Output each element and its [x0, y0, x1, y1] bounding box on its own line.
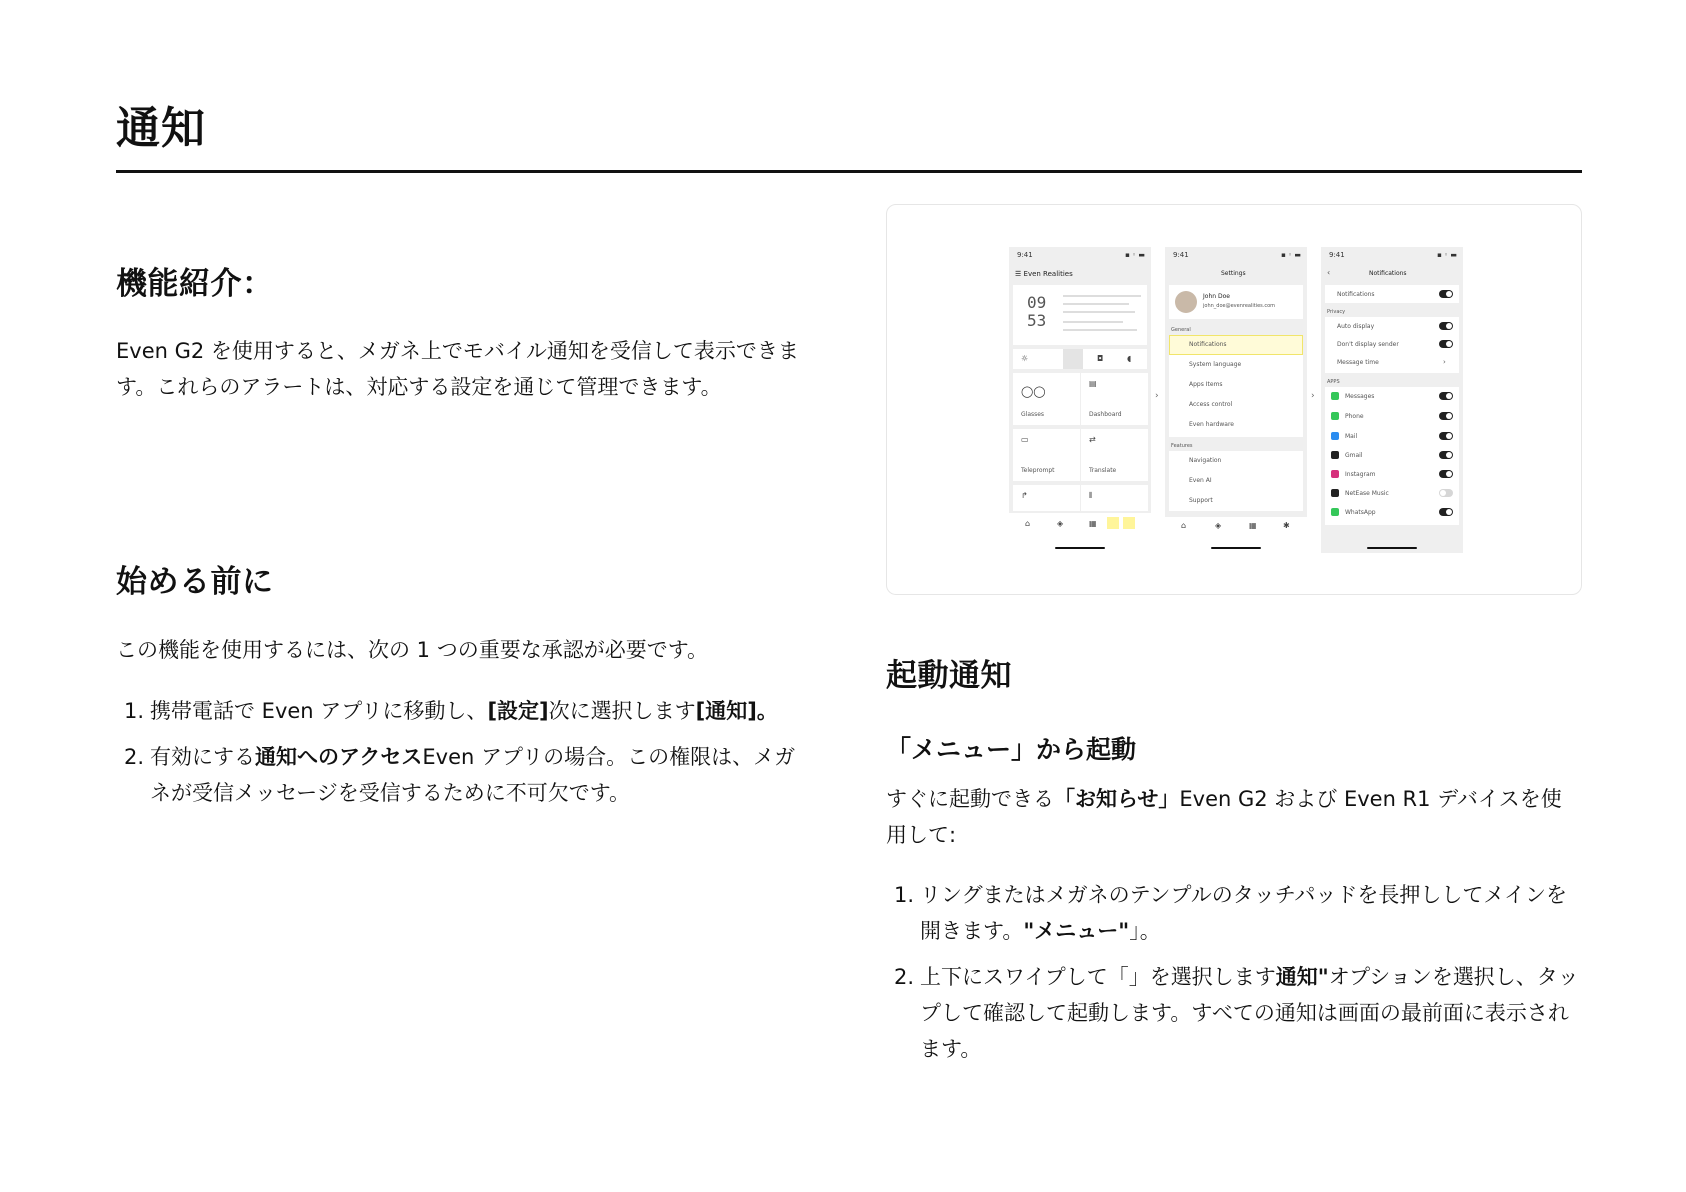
privacy-list: [1325, 317, 1459, 373]
app-item: Gmail: [1345, 452, 1363, 459]
step-number: 1.: [894, 883, 915, 907]
dashboard-card: [1013, 285, 1147, 345]
navigation-icon: ↱: [1021, 491, 1028, 500]
apps-list: [1325, 387, 1459, 525]
status-time: 9:41: [1329, 251, 1345, 259]
tile-teleprompt: [1013, 429, 1080, 481]
page-title: 通知: [116, 103, 206, 154]
camera-icon: ◘: [1097, 354, 1104, 363]
notifications-master-row: [1325, 285, 1459, 303]
messages-icon: [1331, 392, 1339, 400]
dashboard-icon: ▤: [1089, 379, 1097, 388]
chevron-right-icon: ›: [1155, 391, 1159, 401]
phone-notifications-screen: [1321, 247, 1463, 553]
apps-label: APPS: [1327, 379, 1340, 385]
title-divider: [116, 170, 1582, 173]
feature-item: Support: [1189, 497, 1213, 504]
toggle: [1439, 432, 1453, 440]
settings-list: [1169, 335, 1303, 437]
step-bold-notifications: [通知]: [695, 699, 757, 723]
status-time: 9:41: [1173, 251, 1189, 259]
intro-text: Even G2 および Even R1 デバイスを使用して:: [886, 787, 1562, 847]
settings-item: Apps Items: [1189, 381, 1223, 388]
status-time: 9:41: [1017, 251, 1033, 259]
step-number: 2.: [894, 965, 915, 989]
phone-icon: [1331, 412, 1339, 420]
instagram-icon: [1331, 470, 1339, 478]
intro-text: すぐに起動できる: [886, 787, 1054, 811]
step-text: オプションを選択し、タップして確認して起動します。すべての通知は画面の最前面に表示されます。: [920, 965, 1579, 1061]
toggle: [1439, 508, 1453, 516]
step-bold-settings: [設定]: [487, 699, 549, 723]
app-screenshots-figure: [886, 204, 1582, 595]
step-bold-notification: 通知": [1275, 965, 1329, 989]
feature-item: Navigation: [1189, 457, 1222, 464]
before-intro: この機能を使用するには、次の 1 つの重要な承認が必要です。: [116, 638, 709, 662]
general-label: General: [1171, 327, 1191, 333]
gear-icon: ✱: [1283, 521, 1290, 530]
launch-subheading: 「メニュー」から起動: [886, 735, 1137, 764]
tile-dashboard: [1081, 373, 1148, 425]
app-item: Messages: [1345, 393, 1375, 400]
launch-steps: [886, 877, 1582, 1077]
list-item: [886, 877, 1582, 949]
step-text: 次に選択します: [548, 699, 696, 723]
text-line: [1063, 321, 1123, 323]
before-steps: [116, 693, 806, 821]
settings-item: System language: [1189, 361, 1242, 368]
launch-heading: 起動通知: [886, 658, 1012, 694]
tile-label: Translate: [1089, 467, 1117, 474]
step-bold-access: 通知へのアクセス: [255, 745, 423, 769]
step-text: 。: [756, 699, 778, 723]
settings-item: Access control: [1189, 401, 1233, 408]
toggle: [1439, 322, 1453, 330]
signal-battery-icon: ▪ ◦ ▬: [1281, 251, 1301, 259]
home-header-text: Even Realities: [1023, 270, 1073, 278]
home-indicator: [1211, 547, 1261, 549]
status-bar: [1165, 247, 1307, 261]
home-indicator: [1055, 547, 1105, 549]
clock-minutes: 53: [1027, 311, 1047, 330]
chevron-right-icon: ›: [1311, 391, 1315, 401]
text-line: [1063, 295, 1141, 297]
translate-icon: ⇄: [1089, 435, 1096, 444]
music-icon: [1331, 489, 1339, 497]
list-item: [886, 959, 1582, 1067]
status-bar: [1321, 247, 1463, 261]
step-number: 2.: [124, 745, 145, 769]
privacy-item: Auto display: [1337, 323, 1375, 330]
step-text: リングまたはメガネのテンプルのタッチパッドを長押ししてメインを開きます。: [920, 883, 1568, 943]
status-bar: [1009, 247, 1151, 261]
apps-icon: ▦: [1089, 519, 1097, 528]
apps-icon: ▦: [1249, 521, 1257, 530]
settings-title: Settings: [1221, 270, 1246, 277]
highlight-marker: [1123, 517, 1135, 529]
app-item: WhatsApp: [1345, 509, 1376, 516]
user-name: John Doe: [1203, 293, 1230, 300]
profile-card: [1169, 285, 1303, 319]
step-text: 有効にする: [150, 745, 255, 769]
features-label: Features: [1171, 443, 1193, 449]
avatar: [1175, 291, 1197, 313]
audio-icon: ⦀: [1089, 491, 1093, 500]
home-icon: ⌂: [1025, 519, 1031, 528]
notifications-title: Notifications: [1369, 270, 1407, 277]
phone-settings-screen: [1165, 247, 1307, 553]
back-chevron-icon: ‹: [1327, 268, 1331, 277]
app-item: Phone: [1345, 413, 1364, 420]
chevron-right-icon: ›: [1443, 358, 1446, 366]
intro-bold: 「お知らせ」: [1054, 787, 1180, 811]
app-item: Mail: [1345, 433, 1358, 440]
glasses-tab-icon: ◈: [1057, 519, 1064, 528]
tile-label: Teleprompt: [1021, 467, 1055, 474]
step-bold-menu: "メニュー": [1023, 919, 1130, 943]
home-icon: ⌂: [1181, 521, 1187, 530]
app-item: Instagram: [1345, 471, 1376, 478]
user-email: john_doe@evenrealities.com: [1203, 303, 1276, 309]
mail-icon: [1331, 432, 1339, 440]
text-line: [1063, 303, 1129, 305]
teleprompt-icon: ▭: [1021, 435, 1029, 444]
list-item: [116, 693, 806, 729]
toggle: [1439, 392, 1453, 400]
list-item: [116, 739, 806, 811]
privacy-label: Privacy: [1327, 309, 1346, 315]
settings-item: Even hardware: [1189, 421, 1235, 428]
feature-item: Even AI: [1189, 477, 1212, 484]
step-text: 上下にスワイプして「」を選択します: [920, 965, 1276, 989]
quick-toggle: [1063, 349, 1083, 369]
brightness-icon: ☼: [1021, 354, 1029, 363]
home-indicator: [1367, 547, 1417, 549]
features-heading: 機能紹介：: [116, 266, 274, 302]
glasses-tab-icon: ◈: [1215, 521, 1222, 530]
toggle: [1439, 470, 1453, 478]
features-list: [1169, 451, 1303, 511]
whatsapp-icon: [1331, 508, 1339, 516]
text-line: [1063, 329, 1137, 331]
features-body: Even G2 を使用すると、メガネ上でモバイル通知を受信して表示できます。これらのアラートは、対応する設定を通じて管理できます。: [116, 339, 799, 399]
toggle: [1439, 412, 1453, 420]
master-toggle-label: Notifications: [1337, 291, 1375, 298]
master-toggle: [1439, 290, 1453, 298]
tile-label: Glasses: [1021, 411, 1045, 418]
gmail-icon: [1331, 451, 1339, 459]
toggle: [1439, 451, 1453, 459]
privacy-item: Don't display sender: [1337, 341, 1399, 348]
quick-actions-bar: [1013, 349, 1147, 369]
step-text: Even アプリの場合。この権限は、メガネが受信メッセージを受信するために不可欠です。: [150, 745, 796, 805]
glasses-icon: ◯◯: [1021, 385, 1046, 398]
clock-hours: 09: [1027, 293, 1047, 312]
step-number: 1.: [124, 699, 145, 723]
toggle: [1439, 489, 1453, 497]
home-header: ☰ Even Realities: [1015, 270, 1073, 278]
app-item: NetEase Music: [1345, 490, 1389, 497]
tile-glasses: [1013, 373, 1080, 425]
tile-label: Dashboard: [1089, 411, 1122, 418]
tile-navigation: [1013, 485, 1080, 511]
headphones-icon: ◖: [1127, 354, 1132, 363]
toggle: [1439, 340, 1453, 348]
tile-translate: [1081, 429, 1148, 481]
tile-audio: [1081, 485, 1148, 511]
step-text: 」。: [1129, 919, 1161, 943]
privacy-item: Message time: [1337, 359, 1379, 366]
text-line: [1063, 311, 1135, 313]
launch-intro: [886, 781, 1582, 853]
settings-item: Notifications: [1189, 341, 1227, 348]
phone-home-screen: [1009, 247, 1151, 553]
signal-battery-icon: ▪ ◦ ▬: [1437, 251, 1457, 259]
step-text: 携帯電話で Even アプリに移動し、: [150, 699, 488, 723]
signal-battery-icon: ▪ ◦ ▬: [1125, 251, 1145, 259]
highlight-marker: [1107, 517, 1119, 529]
before-heading: 始める前に: [116, 564, 274, 600]
